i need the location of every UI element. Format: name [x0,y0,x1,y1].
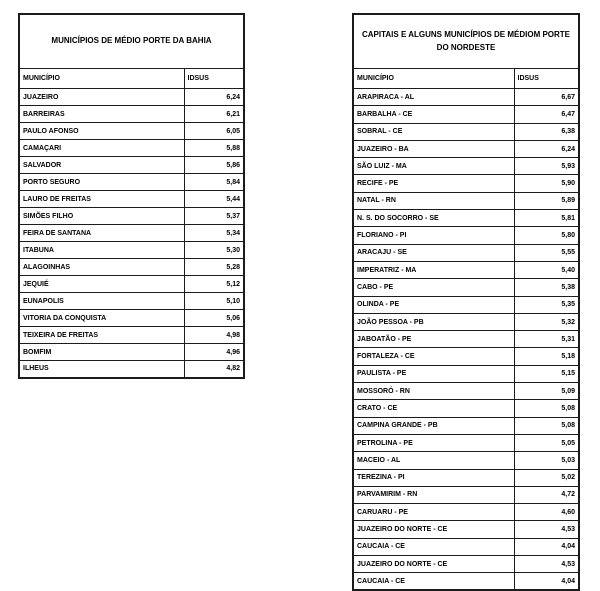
table-row [353,348,579,365]
municipio-cell: ITABUNA [19,242,184,259]
municipio-cell: NATAL - RN [353,192,514,209]
table-row [19,225,244,242]
municipio-cell: FORTALEZA - CE [353,348,514,365]
table-row [19,89,244,106]
bahia-table-title: MUNICÍPIOS DE MÉDIO PORTE DA BAHIA [19,14,244,69]
table-row [353,331,579,348]
municipio-cell: MACEIO - AL [353,452,514,469]
table-row [19,123,244,140]
idsus-cell: 4,04 [514,573,579,590]
nordeste-table-title-line2: DO NORDESTE [436,42,496,52]
idsus-cell: 5,09 [514,383,579,400]
idsus-cell: 4,04 [514,538,579,555]
municipio-cell: CABO - PE [353,279,514,296]
table-row [353,210,579,227]
table-row [353,192,579,209]
municipio-cell: BARREIRAS [19,106,184,123]
table-row [353,434,579,451]
table-row [353,538,579,555]
idsus-cell: 5,03 [514,452,579,469]
table-row [353,313,579,330]
municipio-cell: JUAZEIRO - BA [353,140,514,157]
idsus-cell: 5,86 [184,157,244,174]
idsus-cell: 5,37 [184,208,244,225]
idsus-cell: 5,30 [184,242,244,259]
table-row [353,417,579,434]
table-row [353,521,579,538]
idsus-cell: 5,35 [514,296,579,313]
municipio-cell: PARVAMIRIM - RN [353,486,514,503]
table-row [19,208,244,225]
table-row [353,175,579,192]
municipio-cell: N. S. DO SOCORRO - SE [353,210,514,227]
idsus-cell: 5,38 [514,279,579,296]
table-row [353,383,579,400]
table-row [19,344,244,361]
table-row [353,279,579,296]
table-row [353,244,579,261]
municipio-cell: PAULISTA - PE [353,365,514,382]
idsus-cell: 5,40 [514,261,579,278]
municipio-cell: MOSSORÓ - RN [353,383,514,400]
municipio-cell: FEIRA DE SANTANA [19,225,184,242]
municipio-cell: PETROLINA - PE [353,434,514,451]
idsus-cell: 4,82 [184,361,244,378]
municipio-cell: PAULO AFONSO [19,123,184,140]
table-row [353,89,579,106]
municipio-cell: ARACAJU - SE [353,244,514,261]
bahia-idsus-column-header: IDSUS [184,69,244,89]
idsus-cell: 5,93 [514,158,579,175]
municipio-cell: SIMÕES FILHO [19,208,184,225]
idsus-cell: 5,12 [184,276,244,293]
idsus-cell: 5,18 [514,348,579,365]
municipio-cell: JUAZEIRO DO NORTE - CE [353,521,514,538]
table-row [353,504,579,521]
idsus-cell: 4,53 [514,521,579,538]
bahia-column-header-row [19,69,244,89]
idsus-cell: 4,98 [184,327,244,344]
table-row [19,327,244,344]
idsus-cell: 5,55 [514,244,579,261]
table-row [19,157,244,174]
table-row [19,361,244,378]
idsus-cell: 5,80 [514,227,579,244]
municipio-cell: JUAZEIRO DO NORTE - CE [353,556,514,573]
idsus-cell: 4,60 [514,504,579,521]
bahia-table-title-row [19,14,244,69]
municipio-cell: EUNAPOLIS [19,293,184,310]
municipio-cell: CAMAÇARI [19,140,184,157]
table-row [353,123,579,140]
municipio-cell: TEREZINA - PI [353,469,514,486]
idsus-cell: 5,02 [514,469,579,486]
municipio-cell: OLINDA - PE [353,296,514,313]
municipio-cell: JOÃO PESSOA - PB [353,313,514,330]
table-row [19,310,244,327]
idsus-cell: 5,28 [184,259,244,276]
municipio-cell: BOMFIM [19,344,184,361]
nordeste-table [352,13,580,591]
bahia-table-body [19,89,244,378]
municipio-cell: ALAGOINHAS [19,259,184,276]
table-row [353,227,579,244]
bahia-municipio-column-header: MUNICÍPIO [19,69,184,89]
municipio-cell: CAUCAIA - CE [353,538,514,555]
table-row [353,296,579,313]
municipio-cell: FLORIANO - PI [353,227,514,244]
nordeste-column-header-row [353,69,579,89]
table-row [353,140,579,157]
table-row [19,106,244,123]
municipio-cell: VITORIA DA CONQUISTA [19,310,184,327]
municipio-cell: CAMPINA GRANDE - PB [353,417,514,434]
idsus-cell: 6,05 [184,123,244,140]
idsus-cell: 5,05 [514,434,579,451]
municipio-cell: JUAZEIRO [19,89,184,106]
idsus-cell: 5,88 [184,140,244,157]
table-row [353,452,579,469]
table-row [353,106,579,123]
table-row [353,469,579,486]
table-row [353,573,579,590]
table-row [19,174,244,191]
municipio-cell: JABOATÃO - PE [353,331,514,348]
idsus-cell: 5,44 [184,191,244,208]
idsus-cell: 5,15 [514,365,579,382]
nordeste-table-title-row [353,14,579,69]
idsus-cell: 4,96 [184,344,244,361]
table-row [353,486,579,503]
table-row [19,242,244,259]
nordeste-municipio-column-header: MUNICÍPIO [353,69,514,89]
nordeste-table-body [353,89,579,591]
table-row [19,140,244,157]
idsus-cell: 4,53 [514,556,579,573]
municipio-cell: ILHEUS [19,361,184,378]
idsus-cell: 6,24 [514,140,579,157]
nordeste-table-title [353,14,579,69]
idsus-cell: 5,10 [184,293,244,310]
municipio-cell: PORTO SEGURO [19,174,184,191]
idsus-cell: 5,08 [514,417,579,434]
table-row [353,365,579,382]
idsus-cell: 5,06 [184,310,244,327]
bahia-table [18,13,245,379]
idsus-cell: 4,72 [514,486,579,503]
table-row [353,261,579,278]
idsus-cell: 6,24 [184,89,244,106]
table-row [19,276,244,293]
municipio-cell: SOBRAL - CE [353,123,514,140]
nordeste-idsus-column-header: IDSUS [514,69,579,89]
nordeste-table-title-line1: CAPITAIS E ALGUNS MUNICÍPIOS DE MÉDIOM PORTE [362,30,571,40]
idsus-cell: 5,31 [514,331,579,348]
idsus-cell: 5,08 [514,400,579,417]
idsus-cell: 5,90 [514,175,579,192]
table-row [353,158,579,175]
table-row [19,191,244,208]
municipio-cell: IMPERATRIZ - MA [353,261,514,278]
table-row [353,556,579,573]
idsus-cell: 5,34 [184,225,244,242]
idsus-cell: 6,38 [514,123,579,140]
municipio-cell: CAUCAIA - CE [353,573,514,590]
municipio-cell: JEQUIÉ [19,276,184,293]
municipio-cell: RECIFE - PE [353,175,514,192]
municipio-cell: ARAPIRACA - AL [353,89,514,106]
municipio-cell: CARUARU - PE [353,504,514,521]
municipio-cell: SALVADOR [19,157,184,174]
table-row [353,400,579,417]
idsus-cell: 5,32 [514,313,579,330]
table-row [19,259,244,276]
idsus-cell: 5,84 [184,174,244,191]
municipio-cell: TEIXEIRA DE FREITAS [19,327,184,344]
idsus-cell: 5,81 [514,210,579,227]
idsus-cell: 5,89 [514,192,579,209]
municipio-cell: SÃO LUIZ - MA [353,158,514,175]
municipio-cell: LAURO DE FREITAS [19,191,184,208]
municipio-cell: CRATO - CE [353,400,514,417]
idsus-cell: 6,67 [514,89,579,106]
idsus-cell: 6,21 [184,106,244,123]
table-row [19,293,244,310]
municipio-cell: BARBALHA - CE [353,106,514,123]
idsus-cell: 6,47 [514,106,579,123]
